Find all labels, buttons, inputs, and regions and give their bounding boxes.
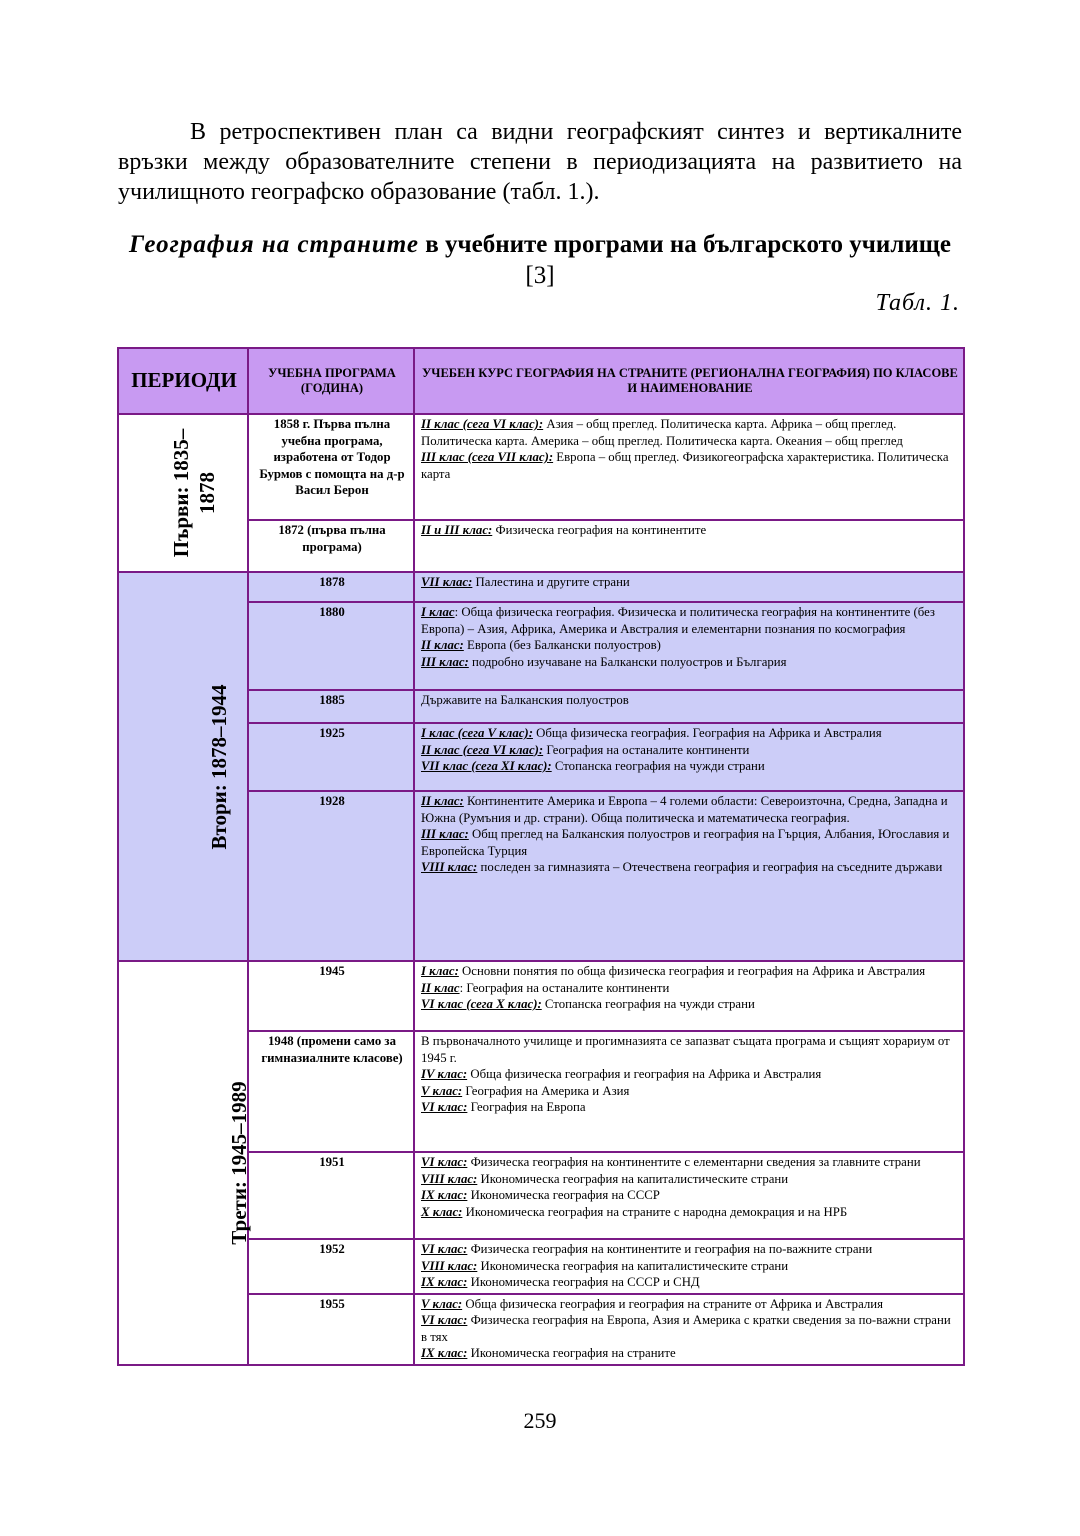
course-text: Икономическа география на капиталистическите страни: [477, 1258, 789, 1273]
program-year-cell: 1925: [248, 723, 414, 791]
course-text: География на останалите континенти: [543, 742, 750, 757]
header-course: УЧЕБЕН КУРС ГЕОГРАФИЯ НА СТРАНИТЕ (РЕГИОНАЛНА ГЕОГРАФИЯ) ПО КЛАСОВЕ И НАИМЕНОВАНИЕ: [414, 348, 964, 414]
course-cell: [414, 690, 964, 723]
curriculum-table: [117, 347, 965, 1366]
course-line: [421, 742, 959, 759]
course-line: [421, 654, 959, 671]
course-line: [421, 449, 959, 482]
course-line: [421, 1345, 959, 1362]
course-line: [421, 980, 959, 997]
class-label: VIII клас:: [421, 860, 478, 874]
course-text: Физическа география на континентите: [492, 523, 707, 537]
program-year-cell: 1945: [248, 961, 414, 1031]
course-text: Континентите Америка и Европа – 4 големи области: Североизточна, Средна, Западна и Южна (Румъния и др. страни). Обща политическа и математическа география.: [421, 794, 948, 825]
course-line: [421, 1171, 959, 1188]
course-line: [421, 859, 959, 876]
class-label: VI клас:: [421, 1155, 468, 1169]
course-text: География на Америка и Азия: [462, 1083, 630, 1098]
class-label: II клас (сега VI клас):: [421, 742, 544, 757]
course-cell: [414, 961, 964, 1031]
class-label: II клас (сега VI клас):: [421, 417, 544, 431]
course-line: [421, 996, 959, 1013]
course-text: Европа (без Балкански полуостров): [463, 638, 661, 652]
class-label: V клас:: [421, 1083, 463, 1098]
class-label: VII клас:: [421, 575, 473, 589]
course-cell: [414, 1239, 964, 1294]
period-cell: [118, 414, 248, 572]
class-label: VII клас (сега XI клас):: [421, 759, 552, 773]
class-label: X клас:: [421, 1204, 463, 1219]
class-label: VIII клас:: [421, 1258, 478, 1273]
class-label: VI клас (сега X клас):: [421, 997, 542, 1011]
header-periods: ПЕРИОДИ: [118, 348, 248, 414]
class-label: I клас (сега V клас):: [421, 726, 533, 740]
period-label: Трети: 1945–1989: [227, 1081, 251, 1245]
course-line: [421, 1154, 959, 1171]
program-year-cell: 1928: [248, 791, 414, 961]
class-label: IV клас:: [421, 1067, 468, 1081]
course-line: [421, 1312, 959, 1345]
program-year-cell: 1948 (промени само за гимназиалните класове): [248, 1031, 414, 1152]
period-cell: [118, 572, 248, 961]
period-label: Първи: 1835–1878: [169, 428, 219, 558]
course-line: [421, 725, 959, 742]
class-label: III клас:: [421, 654, 469, 669]
class-label: III клас:: [421, 827, 469, 841]
course-line: [421, 1187, 959, 1204]
course-line: [421, 1066, 959, 1083]
course-text: последен за гимназията – Отечествена география и география на съседните държави: [477, 860, 943, 874]
course-text: Обща физическа география. География на Африка и Австралия: [532, 726, 882, 740]
course-text: подробно изучаване на Балкански полуостров и България: [468, 654, 787, 669]
class-label: I клас:: [421, 964, 459, 978]
course-text: Основни понятия по обща физическа география и география на Африка и Австралия: [458, 964, 926, 978]
class-label: IX клас:: [421, 1188, 468, 1202]
program-year-cell: 1952: [248, 1239, 414, 1294]
class-label: III клас (сега VII клас):: [421, 450, 554, 464]
course-line: [421, 1296, 959, 1313]
course-line: [421, 637, 959, 654]
header-program: УЧЕБНА ПРОГРАМА (ГОДИНА): [248, 348, 414, 414]
course-cell: [414, 791, 964, 961]
program-year-cell: 1885: [248, 690, 414, 723]
course-cell: [414, 602, 964, 690]
course-text: Икономическа география на СССР: [467, 1188, 660, 1202]
table-row: [118, 572, 964, 602]
program-year-cell: 1858 г. Първа пълна учебна програма, изработена от Тодор Бурмов с помощта на д-р Васил Берон: [248, 414, 414, 520]
table-row: [118, 961, 964, 1031]
period-cell: [118, 961, 251, 1365]
page-number: 259: [523, 1408, 557, 1433]
course-cell: [414, 723, 964, 791]
course-line: [421, 758, 959, 775]
course-text: География на Европа: [467, 1100, 586, 1114]
program-year-cell: 1880: [248, 602, 414, 690]
course-line: [421, 963, 959, 980]
program-year-cell: 1872 (първа пълна програма): [248, 520, 414, 572]
course-text: Азия – общ преглед. Политическа карта. Африка – общ преглед. Политическа карта. Америка – общ преглед. Политическа карта. Океания – общ преглед: [421, 417, 903, 448]
course-text: : География на останалите континенти: [459, 980, 670, 995]
course-text: Стопанска география на чужди страни: [541, 997, 755, 1011]
title-italic: География на страните: [129, 231, 419, 258]
course-text: Общ преглед на Балканския полуостров и география на Гърция, Албания, Югославия и Европейска Турция: [421, 827, 950, 858]
course-line: [421, 826, 959, 859]
class-label: IX клас:: [421, 1275, 468, 1289]
course-line: [421, 692, 959, 709]
course-line: [421, 416, 959, 449]
class-label: IX клас:: [421, 1346, 468, 1360]
class-label: II клас:: [421, 638, 464, 652]
course-line: [421, 793, 959, 826]
course-line: [421, 1204, 959, 1221]
course-line: [421, 1258, 959, 1275]
class-label: VI клас:: [421, 1242, 468, 1256]
class-label: II клас: [421, 980, 460, 995]
course-text: Физическа география на Европа, Азия и Америка с кратки сведения за по-важни страни в тях: [421, 1313, 951, 1344]
course-text: Икономическа география на СССР и СНД: [467, 1275, 700, 1289]
course-line: [421, 1274, 959, 1291]
program-year-cell: 1951: [248, 1152, 414, 1239]
course-text: : Обща физическа география. Физическа и политическа география на континентите (без Европа) – Азия, Африка, Америка и Австралия и елементарни познания по космография: [421, 605, 935, 636]
title-ref: [3]: [525, 262, 555, 289]
course-text: В първоначалното училище и прогимназията се запазват същата програма и същият хорариум от 1945 г.: [421, 1034, 950, 1065]
course-cell: [414, 1031, 964, 1152]
program-year-cell: 1878: [248, 572, 414, 602]
table-body: [118, 414, 964, 1365]
course-text: Обща физическа география и география на страните от Африка и Австралия: [462, 1296, 883, 1311]
program-year-cell: 1955: [248, 1294, 414, 1365]
class-label: I клас: [421, 605, 455, 619]
course-line: [421, 522, 959, 539]
course-cell: [414, 414, 964, 520]
title-rest: в учебните програми на българското училище: [419, 231, 951, 258]
course-line: [421, 604, 959, 637]
course-text: Стопанска география на чужди страни: [551, 759, 765, 773]
class-label: II клас:: [421, 794, 464, 808]
course-line: [421, 1099, 959, 1116]
class-label: II и III клас:: [421, 523, 493, 537]
course-text: Европа – общ преглед. Физикогеографска характеристика. Политическа карта: [421, 450, 949, 481]
course-text: Физическа география на континентите и география на по-важните страни: [467, 1242, 873, 1256]
course-text: Палестина и другите страни: [472, 575, 630, 589]
course-line: [421, 574, 959, 591]
class-label: VIII клас:: [421, 1171, 478, 1186]
course-line: [421, 1083, 959, 1100]
course-line: [421, 1241, 959, 1258]
table-title: [118, 229, 962, 291]
class-label: VI клас:: [421, 1313, 468, 1327]
table-row: [118, 414, 964, 520]
class-label: V клас:: [421, 1296, 463, 1311]
course-text: Икономическа география на страните с народна демокрация и на НРБ: [462, 1204, 848, 1219]
period-label: Втори: 1878–1944: [207, 683, 231, 850]
course-line: [421, 1033, 959, 1066]
course-text: Обща физическа география и география на Африка и Австралия: [467, 1067, 822, 1081]
course-cell: [414, 1294, 964, 1365]
class-label: VI клас:: [421, 1100, 468, 1114]
course-text: Икономическа география на капиталистическите страни: [477, 1171, 789, 1186]
course-cell: [414, 1152, 964, 1239]
course-cell: [414, 572, 964, 602]
course-text: Държавите на Балканския полуостров: [421, 693, 629, 707]
course-text: Физическа география на континентите с елементарни сведения за главните страни: [467, 1155, 921, 1169]
course-cell: [414, 520, 964, 572]
table-label: Табл. 1.: [875, 290, 960, 316]
course-text: Икономическа география на страните: [467, 1346, 676, 1360]
intro-paragraph: В ретроспективен план са видни географският синтез и вертикалните връзки между образователните степени в периодизацията на развитието на училищното географско образование (табл. 1.).: [118, 119, 962, 205]
